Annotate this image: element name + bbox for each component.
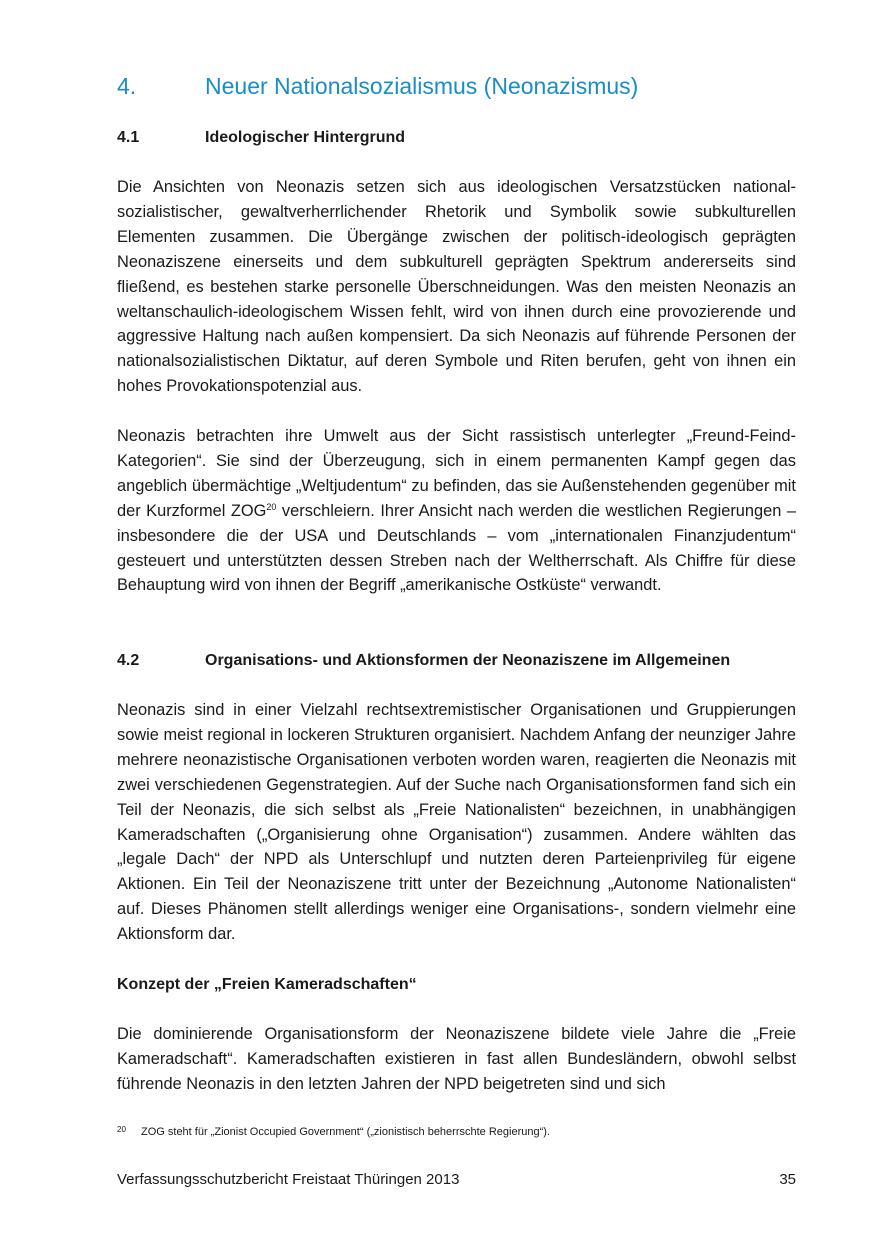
paragraph-kameradschaft: Die dominierende Organisationsform der Neonaziszene bildete viele Jahre die „Freie Kameradschaft“. Kameradschaften existieren in fast allen Bundesländern, obwohl selbst führende Neonazis in den letzten Jahren der NPD beigetreten sind und sich [117, 1025, 796, 1093]
subheading-kameradschaften: Konzept der „Freien Kameradschaften“ [117, 976, 417, 993]
subsection-number: 4.1 [117, 129, 140, 146]
section-number: 4. [117, 73, 137, 99]
footnote-text: ZOG steht für „Zionist Occupied Government“ („zionistisch beherrschte Regierung“). [141, 1126, 550, 1138]
footnote-number: 20 [117, 1125, 126, 1134]
paragraph-organisation: Neonazis sind in einer Vielzahl rechtsextremistischer Organisationen und Gruppierungen sowie meist regional in lockeren Strukturen organisiert. Nachdem Anfang der neunziger Jahre mehrere neonazistische Organisationen verboten worden waren, reagierten die Neonazis mit zwei verschiedenen Gegenstrategien. Auf der Suche nach Organisationsformen fand sich ein Teil der Neonazis, die sich selbst als „Freie Nationalisten“ bezeichnen, in unabhängigen Kameradschaften („Organisierung ohne Organisation“) zusammen. Andere wählten das „legale Dach“ der NPD als Unterschlupf und nutzten deren Parteienprivileg für eigene Aktionen. Ein Teil der Neonaziszene tritt unter der Bezeichnung „Autonome Nationalisten“ auf. Dieses Phänomen stellt allerdings weniger eine Organisations-, sondern vielmehr eine Aktionsform dar. [117, 701, 796, 944]
subsection-title: Organisations- und Aktionsformen der Neonaziszene im Allgemeinen [205, 652, 731, 669]
paragraph-worldview-part2: verschleiern. Ihrer Ansicht nach werden die westlichen Regierungen – insbesondere die der USA und Deutschlands – vom „internationalen Finanzjudentum“ gesteuert und unterstützten dessen Streben nach der Weltherrschaft. Als Chiffre für diese Behauptung wird von ihnen der Begriff „amerikanische Ostküste“ verwandt. [117, 501, 796, 595]
section-title: Neuer Nationalsozialismus (Neonazismus) [205, 73, 639, 99]
page-number: 35 [779, 1171, 796, 1188]
footer-title: Verfassungsschutzbericht Freistaat Thüringen 2013 [117, 1171, 460, 1188]
paragraph-ideology: Die Ansichten von Neonazis setzen sich aus ideologischen Versatzstücken nationalsozialistischer, gewaltverherrlichender Rhetorik und Symbolik sowie subkulturellen Elementen zusammen. Die Übergänge zwischen der politisch-ideologisch geprägten Neonaziszene einerseits und dem subkulturell geprägten Spektrum andererseits sind fließend, es bestehen starke personelle Überschneidungen. Was den meisten Neonazis an weltanschaulich-ideologischem Wissen fehlt, wird von ihnen durch eine provozierende und aggressive Haltung nach außen kompensiert. Da sich Neonazis auf führende Personen der nationalsozialistischen Diktatur, auf deren Symbole und Riten berufen, geht von ihnen ein hohes Provokationspotenzial aus. [117, 178, 796, 396]
subsection-number: 4.2 [117, 652, 140, 669]
paragraph-worldview-part1: Neonazis betrachten ihre Umwelt aus der Sicht rassistisch unterlegter „Freund-Feind-Kategorien“. Sie sind der Überzeugung, sich in einem permanenten Kampf gegen das angeblich übermächtige „Weltjudentum“ zu befinden, das sie Außenstehenden gegenüber mit der Kurzformel ZOG [117, 427, 796, 520]
subsection-title: Ideologischer Hintergrund [205, 129, 406, 146]
footnote-reference[interactable]: 20 [266, 501, 277, 512]
paragraph-worldview [117, 424, 796, 598]
